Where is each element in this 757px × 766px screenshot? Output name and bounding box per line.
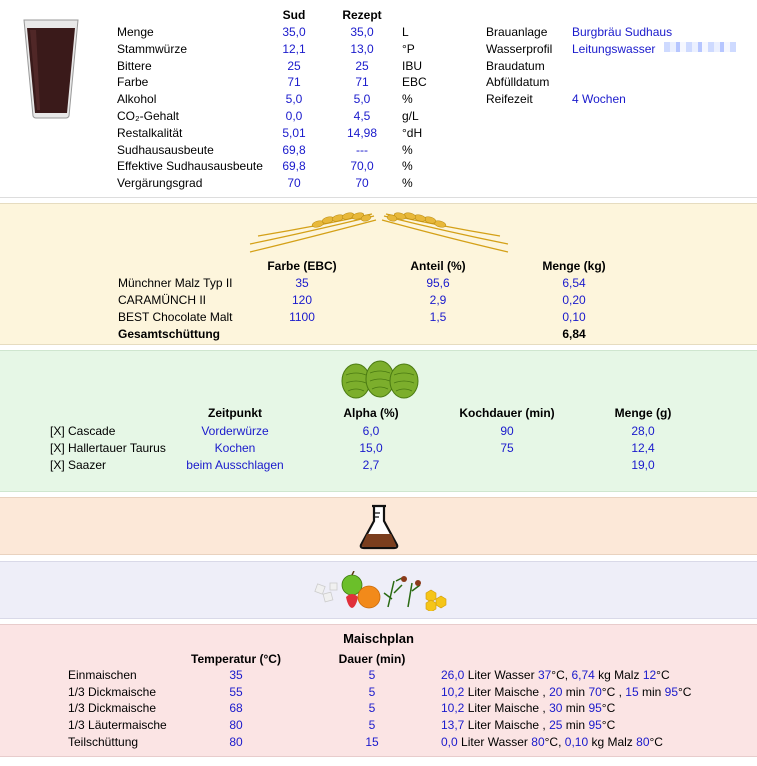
malt-name: CARAMÜNCH II <box>118 293 207 307</box>
malt-color: 120 <box>291 293 313 307</box>
param-value-sud: 12,1 <box>282 41 306 56</box>
param-label: Sudhausausbeute <box>117 142 214 157</box>
hops-header-alpha: Alpha (%) <box>343 406 399 420</box>
param-label: Menge <box>117 25 154 39</box>
param-label: Farbe <box>117 75 149 90</box>
mash-step-duration: 5 <box>368 668 376 682</box>
malt-header-amount: Menge (kg) <box>542 259 606 273</box>
hops-header-amount: Menge (g) <box>614 406 672 420</box>
mash-detail-text: °C, <box>551 668 572 682</box>
hop-boil-time: 75 <box>500 441 514 455</box>
hop-boil-time: 90 <box>500 424 514 438</box>
param-value-sud: 69,8 <box>282 159 306 174</box>
hop-alpha: 2,7 <box>362 458 380 472</box>
mash-detail-text: °C <box>601 701 616 716</box>
param-label: CO₂-Gehalt <box>117 109 180 123</box>
info-label: Braudatum <box>486 58 545 73</box>
mash-detail-text: min <box>562 701 589 716</box>
info-value: Leitungswasser <box>572 41 656 56</box>
malt-amount: 6,54 <box>562 276 586 290</box>
mash-step-name: 1/3 Dickmaische <box>68 701 157 716</box>
mash-detail-value: 0,0 <box>441 734 458 749</box>
malt-header-color: Farbe (EBC) <box>267 259 337 273</box>
mash-plan-title: Maischplan <box>343 631 414 646</box>
mash-detail-value: 20 <box>549 684 563 699</box>
param-value-rezept: 14,98 <box>346 125 378 140</box>
param-value-rezept: 71 <box>355 75 369 90</box>
mash-header-duration: Dauer (min) <box>338 652 406 666</box>
param-value-rezept: --- <box>356 142 368 157</box>
mash-detail-value: 95 <box>588 718 602 733</box>
mash-detail-text: Liter Maische , <box>464 718 550 733</box>
param-value-rezept: 70 <box>355 176 369 191</box>
malt-share: 1,5 <box>429 310 447 324</box>
param-value-rezept: 70,0 <box>350 159 374 174</box>
param-unit: IBU <box>402 58 423 73</box>
malt-share: 2,9 <box>429 293 447 307</box>
param-label: Alkohol <box>117 92 157 107</box>
param-unit: % <box>402 176 413 191</box>
mash-detail-text: °C <box>601 718 616 733</box>
mash-detail-value: 95 <box>588 701 602 716</box>
hop-amount: 28,0 <box>631 424 655 438</box>
hops-icon <box>338 357 422 401</box>
column-header-rezept: Rezept <box>342 8 382 22</box>
hop-time: Vorderwürze <box>201 424 269 438</box>
info-label: Abfülldatum <box>486 75 550 90</box>
mash-detail-text: °C <box>656 668 670 682</box>
mash-detail-value: 37 <box>537 668 552 682</box>
malt-amount: 0,10 <box>562 310 586 324</box>
mash-step-name: 1/3 Läutermaische <box>68 718 167 733</box>
info-label: Reifezeit <box>486 92 533 107</box>
mash-detail-text: °C , <box>601 684 626 699</box>
hops-section <box>0 350 757 492</box>
malt-header-share: Anteil (%) <box>410 259 466 273</box>
hop-name: [X] Saazer <box>50 458 107 472</box>
mash-detail-text: kg Malz <box>594 668 643 682</box>
mash-detail-text: kg Malz <box>588 734 637 749</box>
yeast-section <box>0 497 757 555</box>
wheat-ears-icon <box>248 208 510 256</box>
malt-total-amount: 6,84 <box>562 327 586 341</box>
hop-amount: 19,0 <box>631 458 655 472</box>
mash-step-description <box>441 667 670 684</box>
mash-step-name: Teilschüttung <box>68 734 139 749</box>
mash-header-temp: Temperatur (°C) <box>191 652 281 666</box>
mash-step-duration: 15 <box>365 734 379 749</box>
param-value-sud: 71 <box>287 75 301 90</box>
mash-detail-value: 10,2 <box>441 701 465 716</box>
param-label: Vergärungsgrad <box>117 176 203 191</box>
mash-plan-section <box>0 624 757 757</box>
mash-detail-text: °C <box>678 684 692 699</box>
mash-step-description <box>441 700 615 717</box>
mash-step-duration: 5 <box>368 684 376 699</box>
param-unit: % <box>402 142 413 157</box>
mash-detail-text: °C, <box>544 734 565 749</box>
param-label: Effektive Sudhausausbeute <box>117 159 263 174</box>
param-value-rezept: 25 <box>355 58 369 73</box>
malt-amount: 0,20 <box>562 293 586 307</box>
mash-step-duration: 5 <box>368 701 376 716</box>
param-value-rezept: 13,0 <box>350 41 374 56</box>
info-label: Brauanlage <box>486 25 548 39</box>
param-label: Stammwürze <box>117 41 188 56</box>
hop-time: Kochen <box>214 441 256 455</box>
hop-time: beim Ausschlagen <box>186 458 284 472</box>
param-unit: g/L <box>402 109 419 123</box>
param-value-sud: 5,0 <box>285 92 303 107</box>
flask-icon <box>358 503 400 551</box>
mash-detail-value: 80 <box>531 734 545 749</box>
mash-step-temp: 35 <box>229 668 243 682</box>
malt-color: 1100 <box>289 310 315 324</box>
mash-step-duration: 5 <box>368 718 376 733</box>
malt-section <box>0 203 757 345</box>
mash-step-name: Einmaischen <box>68 668 137 682</box>
param-label: Restalkalität <box>117 125 183 140</box>
hop-alpha: 6,0 <box>362 424 380 438</box>
mash-detail-value: 25 <box>549 718 563 733</box>
param-value-rezept: 4,5 <box>353 109 371 123</box>
mash-detail-text: Liter Wasser <box>464 668 538 682</box>
malt-total-label: Gesamtschüttung <box>118 327 221 341</box>
param-value-sud: 5,01 <box>282 125 306 140</box>
mash-step-temp: 80 <box>229 734 243 749</box>
malt-name: Münchner Malz Typ II <box>118 276 233 290</box>
mash-detail-text: Liter Wasser <box>457 734 532 749</box>
column-header-sud: Sud <box>282 8 306 22</box>
mash-detail-value: 0,10 <box>564 734 589 749</box>
mash-detail-text: °C <box>649 734 663 749</box>
hops-header-boil: Kochdauer (min) <box>459 406 555 420</box>
mash-detail-value: 95 <box>664 684 678 699</box>
param-value-sud: 0,0 <box>285 109 303 123</box>
mash-detail-text: Liter Maische , <box>464 701 550 716</box>
mash-detail-value: 6,74 <box>571 668 595 682</box>
param-unit: L <box>402 25 409 39</box>
param-value-sud: 69,8 <box>282 142 306 157</box>
mash-step-description <box>441 734 663 751</box>
beer-glass-icon <box>22 18 80 120</box>
mash-step-name: 1/3 Dickmaische <box>68 684 157 699</box>
param-unit: EBC <box>402 75 427 90</box>
param-value-sud: 25 <box>287 58 301 73</box>
malt-share: 95,6 <box>426 276 450 290</box>
info-value: Burgbräu Sudhaus <box>572 25 673 39</box>
mash-detail-value: 26,0 <box>441 668 465 682</box>
param-unit: °P <box>402 41 415 56</box>
mash-detail-value: 15 <box>625 684 639 699</box>
param-value-sud: 70 <box>287 176 301 191</box>
param-unit: °dH <box>402 125 423 140</box>
mash-step-temp: 80 <box>229 718 243 733</box>
param-value-rezept: 5,0 <box>353 92 371 107</box>
hop-alpha: 15,0 <box>359 441 383 455</box>
mash-step-temp: 55 <box>229 684 243 699</box>
malt-color: 35 <box>295 276 309 290</box>
other-ingredients-section <box>0 561 757 619</box>
param-unit: % <box>402 92 413 107</box>
mash-detail-value: 13,7 <box>441 718 465 733</box>
param-value-sud: 35,0 <box>282 25 306 39</box>
mash-step-description <box>441 684 691 701</box>
mash-detail-text: min <box>562 684 589 699</box>
param-label: Bittere <box>117 58 152 73</box>
mash-detail-value: 10,2 <box>441 684 465 699</box>
info-label: Wasserprofil <box>486 41 553 56</box>
info-value: 4 Wochen <box>572 92 626 107</box>
mash-detail-value: 70 <box>588 684 602 699</box>
mash-detail-text: min <box>638 684 665 699</box>
recipe-parameters-section <box>0 0 757 198</box>
hops-header-time: Zeitpunkt <box>208 406 262 420</box>
mash-detail-value: 12 <box>642 668 657 682</box>
mash-detail-value: 30 <box>549 701 563 716</box>
malt-name: BEST Chocolate Malt <box>118 310 233 324</box>
redacted-text <box>664 42 736 52</box>
fruits-herbs-icon <box>312 571 454 611</box>
mash-step-temp: 68 <box>229 701 243 716</box>
param-unit: % <box>402 159 413 174</box>
hop-name: [X] Hallertauer Taurus <box>50 441 166 455</box>
mash-detail-text: Liter Maische , <box>464 684 550 699</box>
mash-detail-text: min <box>562 718 589 733</box>
hop-amount: 12,4 <box>631 441 655 455</box>
mash-detail-value: 80 <box>636 734 650 749</box>
hop-name: [X] Cascade <box>50 424 116 438</box>
param-value-rezept: 35,0 <box>350 25 374 39</box>
mash-step-description <box>441 717 615 734</box>
